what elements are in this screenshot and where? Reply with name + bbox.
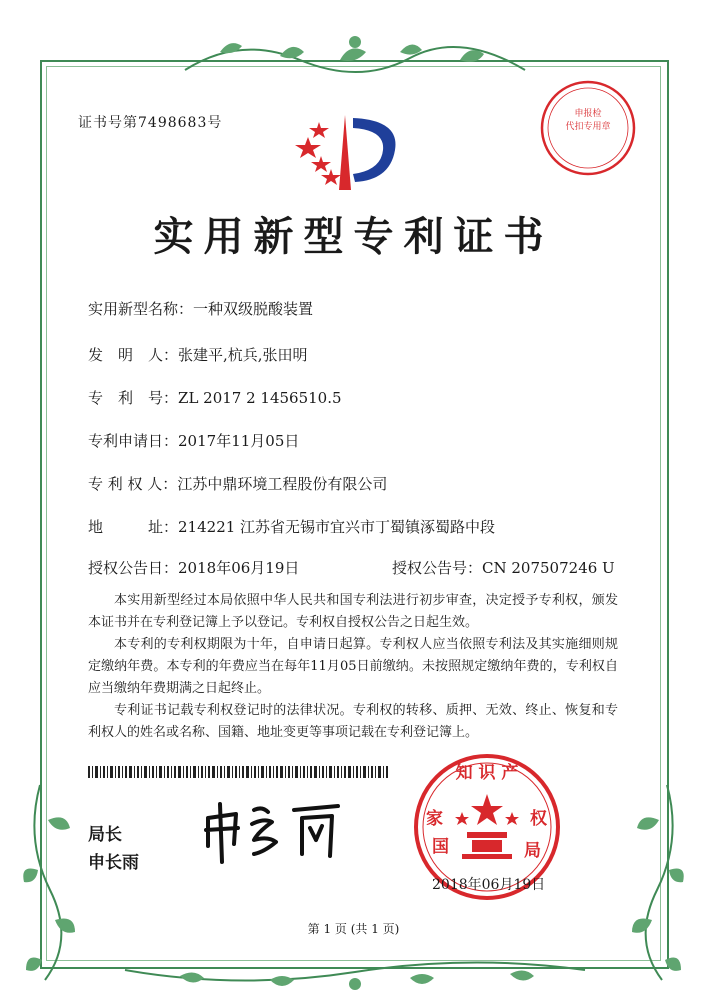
page-number: 第 1 页 (共 1 页) [307,922,400,936]
left-corner-vine [20,780,100,990]
field-label: 专利申请日： [88,432,179,450]
svg-text:家: 家 [426,809,443,829]
field-label: 专 利 权 人： [88,475,178,493]
field-value: 江苏中鼎环境工程股份有限公司 [177,475,388,493]
svg-text:权: 权 [530,809,547,829]
signatory-title: 局长 [88,825,122,845]
field-value: 2018年06月19日 [178,559,300,577]
legal-paragraph-3: 专利证书记载专利权登记时的法律状况。专利权的转移、质押、无效、终止、恢复和专利权人的姓名或名称、国籍、地址变更等事项记载在专利登记簿上。 [88,703,618,740]
field-value: 一种双级脱酸装置 [193,300,314,318]
field-label: 地 址： [88,518,179,536]
patent-number-row [88,387,342,408]
field-value: CN 207507246 U [482,559,615,577]
stamp-line: 申报检 [574,109,602,119]
field-value: 214221 江苏省无锡市宜兴市丁蜀镇涿蜀路中段 [178,518,496,536]
grant-number-row [392,557,615,578]
address-row [88,516,495,537]
barcode-icon [88,766,388,778]
field-label: 授权公告日： [88,559,179,577]
utility-model-name-row [88,298,313,319]
seal-date: 2018年06月19日 [432,877,546,893]
right-corner-vine [607,780,687,990]
certificate-inner-border [46,66,661,961]
inventor-row [88,344,308,365]
svg-text:局: 局 [524,841,541,861]
patent-office-logo-icon [295,110,405,195]
stamp-line: 代扣专用章 [565,122,611,132]
filing-date-row [88,430,299,451]
certificate-number: 证书号第7498683号 [78,115,223,131]
field-value: 2017年11月05日 [178,432,300,450]
signatory-name: 申长雨 [88,853,139,873]
handwritten-signature [198,796,348,866]
bottom-vine-decoration [120,950,590,995]
agency-stamp-text [550,108,626,134]
svg-text:国: 国 [432,837,449,857]
certificate-title: 实用新型专利证书 [153,213,554,260]
field-label: 授权公告号： [392,559,483,577]
field-label: 实用新型名称： [88,300,194,318]
legal-paragraph-2: 本专利的专利权期限为十年，自申请日起算。专利权人应当依照专利法及其实施细则规定缴纳年费。本专利的年费应当在每年11月05日前缴纳。未按照规定缴纳年费的，专利权自应当缴纳年费期满之日起终止。 [88,637,618,696]
svg-text:知 识 产: 知 识 产 [455,763,519,783]
field-value: 张建平,杭兵,张田明 [178,346,308,364]
field-value: ZL 2017 2 1456510.5 [178,389,342,407]
patent-owner-row [88,473,387,494]
top-vine-decoration [180,30,530,80]
field-label: 专 利 号： [88,389,179,407]
field-label: 发 明 人： [88,346,179,364]
legal-paragraph-1: 本实用新型经过本局依照中华人民共和国专利法进行初步审查，决定授予专利权，颁发本证书并在专利登记簿上予以登记。专利权自授权公告之日起生效。 [88,593,618,630]
grant-date-row [88,557,299,578]
